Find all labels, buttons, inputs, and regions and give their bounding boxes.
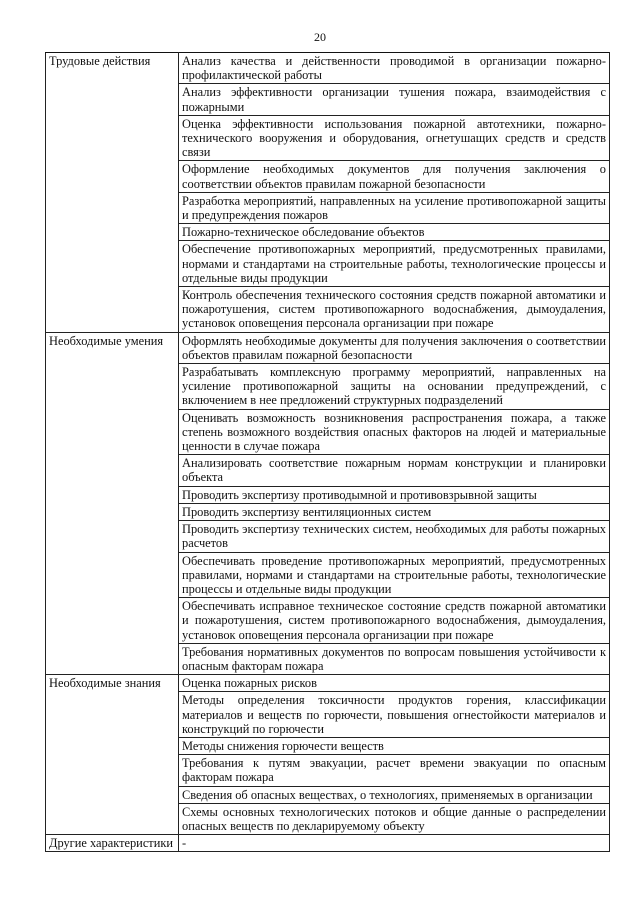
table-cell: Анализ эффективности организации тушения пожара, взаимодействия с пожарными <box>179 84 610 115</box>
table-cell: Оценивать возможность возникновения распространения пожара, а также степень возможного воздействия опасных факторов на людей и материальные ценности в случае пожара <box>179 409 610 455</box>
table-cell: Разработка мероприятий, направленных на усиление противопожарной защиты и предупреждения пожаров <box>179 192 610 223</box>
table-cell: Проводить экспертизу противодымной и противовзрывной защиты <box>179 486 610 503</box>
table-cell: Обеспечивать исправное техническое состояние средств пожарной автоматики и пожаротушения, систем противопожарного водоснабжения, дымоудаления, установок оповещения персонала организации при пожаре <box>179 598 610 644</box>
table-cell: Методы снижения горючести веществ <box>179 737 610 754</box>
table-cell: - <box>179 835 610 852</box>
table-cell: Проводить экспертизу технических систем, необходимых для работы пожарных расчетов <box>179 521 610 552</box>
table-cell: Анализировать соответствие пожарным нормам конструкции и планировки объекта <box>179 455 610 486</box>
table-cell: Оценка эффективности использования пожарной автотехники, пожарно-технического вооружения и оборудования, огнетушащих средств и средств связи <box>179 115 610 161</box>
table-cell: Оформление необходимых документов для получения заключения о соответствии объектов правилам пожарной безопасности <box>179 161 610 192</box>
table-cell: Требования к путям эвакуации, расчет времени эвакуации по опасным факторам пожара <box>179 755 610 786</box>
table-row <box>46 835 610 852</box>
table-cell: Пожарно-техническое обследование объектов <box>179 224 610 241</box>
section-label: Другие характеристики <box>46 835 179 852</box>
table-row <box>46 675 610 692</box>
competency-table-body <box>46 53 610 852</box>
table-cell: Сведения об опасных веществах, о технологиях, применяемых в организации <box>179 786 610 803</box>
section-label: Трудовые действия <box>46 53 179 333</box>
table-cell: Схемы основных технологических потоков и общие данные о распределении опасных веществ по декларируемому объекту <box>179 803 610 834</box>
table-cell: Оформлять необходимые документы для получения заключения о соответствии объектов правилам пожарной безопасности <box>179 332 610 363</box>
table-cell: Контроль обеспечения технического состояния средств пожарной автоматики и пожаротушения, систем противопожарного водоснабжения, дымоудаления, установок оповещения персонала организации при пожаре <box>179 287 610 333</box>
table-row <box>46 53 610 84</box>
table-cell: Требования нормативных документов по вопросам повышения устойчивости к опасным факторам пожара <box>179 643 610 674</box>
table-cell: Методы определения токсичности продуктов горения, классификации материалов и веществ по горючести, повышения огнестойкости материалов и конструкций по горючести <box>179 692 610 738</box>
table-cell: Анализ качества и действенности проводимой в организации пожарно-профилактической работы <box>179 53 610 84</box>
page-number: 20 <box>314 30 326 44</box>
table-cell: Обеспечивать проведение противопожарных мероприятий, предусмотренных правилами, нормами и стандартами на строительные работы, технологические процессы и отдельные виды продукции <box>179 552 610 598</box>
table-cell: Проводить экспертизу вентиляционных систем <box>179 503 610 520</box>
competency-table <box>45 52 610 852</box>
table-row <box>46 332 610 363</box>
table-cell: Разрабатывать комплексную программу мероприятий, направленных на усиление противопожарной защиты на основании предупреждений, с включением в нее предложений структурных подразделений <box>179 364 610 410</box>
table-cell: Оценка пожарных рисков <box>179 675 610 692</box>
table-cell: Обеспечение противопожарных мероприятий, предусмотренных правилами, нормами и стандартами на строительные работы, технологические процессы и отдельные виды продукции <box>179 241 610 287</box>
section-label: Необходимые знания <box>46 675 179 835</box>
section-label: Необходимые умения <box>46 332 179 674</box>
